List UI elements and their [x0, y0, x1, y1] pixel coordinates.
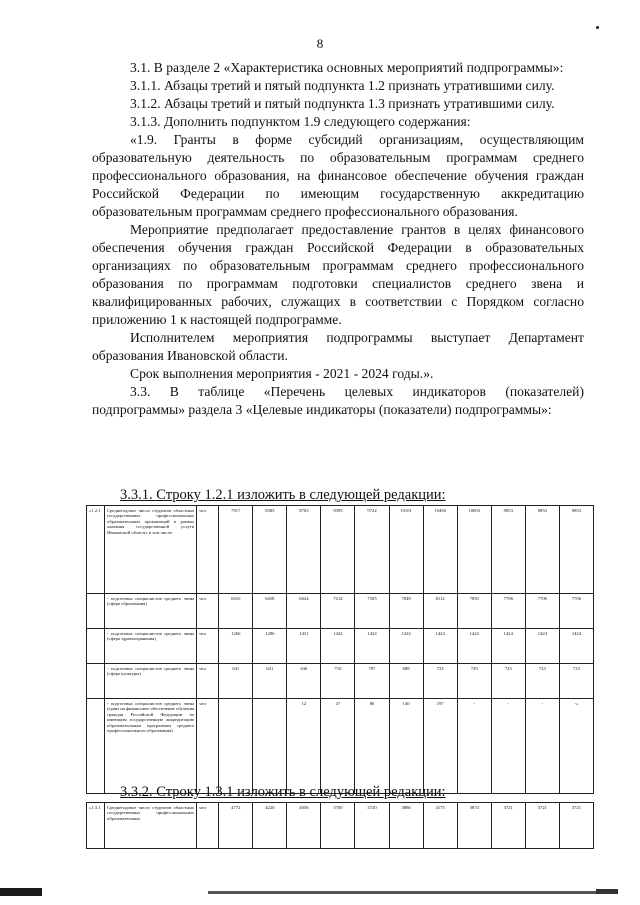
cell-value: 10101 [389, 506, 423, 594]
cell-value: 6458 [253, 594, 287, 629]
row-description: - подготовка специалистов среднего звена (сфера культуры) [105, 664, 197, 699]
cell-value: 8112 [423, 594, 457, 629]
cell-value: 723 [491, 664, 525, 699]
indicator-table-1-3-1 [86, 802, 594, 849]
cell-value: 641 [253, 664, 287, 699]
row-id [87, 629, 105, 664]
cell-value: 723 [559, 664, 593, 699]
row-id [87, 699, 105, 794]
cell-value: 10003 [457, 506, 491, 594]
cell-value: 7214 [321, 594, 355, 629]
cell-value: 6010 [219, 594, 253, 629]
row-unit: чел [197, 629, 219, 664]
row-description: - подготовка специалистов среднего звена (грант на финансовое обеспечение обучения граждан Российской Федерации по имеющим государственную аккредитацию образовательным программам среднего профессионального образования) [105, 699, 197, 794]
cell-value: 47 [321, 699, 355, 794]
paragraph-1-9: «1.9. Гранты в форме субсидий организациям, осуществляющим образовательную деятельность по образовательным программам среднего профессионального образования, на финансовое обеспечение обучения граждан Российской Федерации по имеющим государственную аккредитацию образовательным программам среднего профессионального образования. [92, 132, 584, 219]
cell-value: 4220 [253, 803, 287, 849]
cell-value: 710 [321, 664, 355, 699]
cell-value: 4175 [423, 803, 457, 849]
paragraph-3-1: 3.1. В разделе 2 «Характеристика основных мероприятий подпрограммы»: [130, 60, 564, 75]
cell-value: - [491, 699, 525, 794]
cell-value: 729 [457, 664, 491, 699]
heading-3-3-2: 3.3.2. Строку 1.3.1 изложить в следующей редакции: [120, 784, 446, 800]
body-text-block [92, 59, 584, 419]
row-unit: чел [197, 699, 219, 794]
cell-value: 1266 [219, 629, 253, 664]
cell-value: 7706 [491, 594, 525, 629]
cell-value: 7505 [355, 594, 389, 629]
scan-artifact [0, 888, 42, 896]
row-description: - подготовка специалистов среднего звена (сфера образования) [105, 594, 197, 629]
cell-value [219, 699, 253, 794]
cell-value: 6624 [287, 594, 321, 629]
cell-value: 7849 [389, 594, 423, 629]
cell-value: - [525, 699, 559, 794]
paragraph-3-1-3: 3.1.3. Дополнить подпунктом 1.9 следующего содержания: [130, 114, 471, 129]
cell-value: 1424 [491, 629, 525, 664]
cell-value: 3720 [355, 803, 389, 849]
row-id [87, 594, 105, 629]
cell-value: 1286 [253, 629, 287, 664]
table-row [87, 803, 594, 849]
cell-value: 9395 [321, 506, 355, 594]
cell-value: 4056 [287, 803, 321, 849]
cell-value: 1431 [287, 629, 321, 664]
heading-3-3-1: 3.3.1. Строку 1.2.1 изложить в следующей редакции: [120, 487, 446, 503]
indicator-table-1-2-1 [86, 505, 594, 794]
paragraph-executor: Исполнителем мероприятия подпрограммы выступает Департамент образования Ивановской области. [92, 330, 584, 363]
cell-value: 4772 [219, 803, 253, 849]
paragraph-3-1-1: 3.1.1. Абзацы третий и пятый подпункта 1.2 признать утратившими силу. [130, 78, 555, 93]
row-description: Среднегодовое число студентов областных государственных профессиональных образовательных [105, 803, 197, 849]
table-row [87, 629, 594, 664]
cell-value: 7706 [559, 594, 593, 629]
cell-value: 1424 [389, 629, 423, 664]
cell-value: 688 [389, 664, 423, 699]
cell-value: 8703 [287, 506, 321, 594]
row-description: Среднегодовое число студентов областных государственных профессиональных образовательных организаций в рамках оказания государственной услуги Ивановской области, в том числе: [105, 506, 197, 594]
cell-value: 3886 [389, 803, 423, 849]
table-row [87, 506, 594, 594]
cell-value: 1424 [525, 629, 559, 664]
paragraph-deadline: Срок выполнения мероприятия - 2021 - 2024 годы.». [130, 366, 434, 381]
cell-value: 9853 [525, 506, 559, 594]
row-id: «1.3.1 [87, 803, 105, 849]
row-unit: чел [197, 803, 219, 849]
cell-value: 1424 [423, 629, 457, 664]
cell-value: 8385 [253, 506, 287, 594]
cell-value [253, 699, 287, 794]
cell-value: 9722 [355, 506, 389, 594]
cell-value: 1424 [559, 629, 593, 664]
row-id [87, 664, 105, 699]
paragraph-3-3: 3.3. В таблице «Перечень целевых индикаторов (показателей) подпрограммы» раздела 3 «Целевые индикаторы (показатели) подпрограммы»: [92, 384, 584, 417]
row-unit: чел [197, 664, 219, 699]
row-id: «1.2.1 [87, 506, 105, 594]
table-row [87, 664, 594, 699]
cell-value: 707 [355, 664, 389, 699]
cell-value: 12 [287, 699, 321, 794]
cell-value: 9853 [559, 506, 593, 594]
scan-artifact [208, 891, 616, 894]
cell-value: 641 [219, 664, 253, 699]
cell-value: 140 [389, 699, 423, 794]
row-unit: чел [197, 594, 219, 629]
cell-value: 86 [355, 699, 389, 794]
page-number: 8 [316, 36, 324, 51]
cell-value: 723 [423, 664, 457, 699]
row-description: - подготовка специалистов среднего звена (сфера здравоохранения) [105, 629, 197, 664]
cell-value: - [457, 699, 491, 794]
cell-value: 7917 [219, 506, 253, 594]
paragraph-3-1-2: 3.1.2. Абзацы третий и пятый подпункта 1.3 признать утратившими силу. [130, 96, 555, 111]
cell-value: 3874 [457, 803, 491, 849]
cell-value: 723 [525, 664, 559, 699]
cell-value: 3700 [321, 803, 355, 849]
stray-mark [596, 26, 599, 29]
cell-value: 1424 [457, 629, 491, 664]
paragraph-measure: Мероприятие предполагает предоставление грантов в целях финансового обеспечения обучения граждан Российской Федерации в образовательных организациях по образовательным программам среднего профессионального образования по программам подготовки специалистов среднего звена и квалифицированных рабочих, служащих в соответствии с Порядком согласно приложению 1 к настоящей подпрограмме. [92, 222, 584, 327]
cell-value: 7706 [525, 594, 559, 629]
cell-value: 7850 [457, 594, 491, 629]
cell-value: 10456 [423, 506, 457, 594]
table-row [87, 594, 594, 629]
cell-value: 3721 [491, 803, 525, 849]
cell-value: 197 [423, 699, 457, 794]
table-row [87, 699, 594, 794]
cell-value: 3721 [525, 803, 559, 849]
cell-value: 1424 [355, 629, 389, 664]
cell-value: -» [559, 699, 593, 794]
cell-value: 3721 [559, 803, 593, 849]
row-unit: чел [197, 506, 219, 594]
cell-value: 1424 [321, 629, 355, 664]
cell-value: 9853 [491, 506, 525, 594]
cell-value: 636 [287, 664, 321, 699]
scan-artifact [596, 889, 618, 894]
